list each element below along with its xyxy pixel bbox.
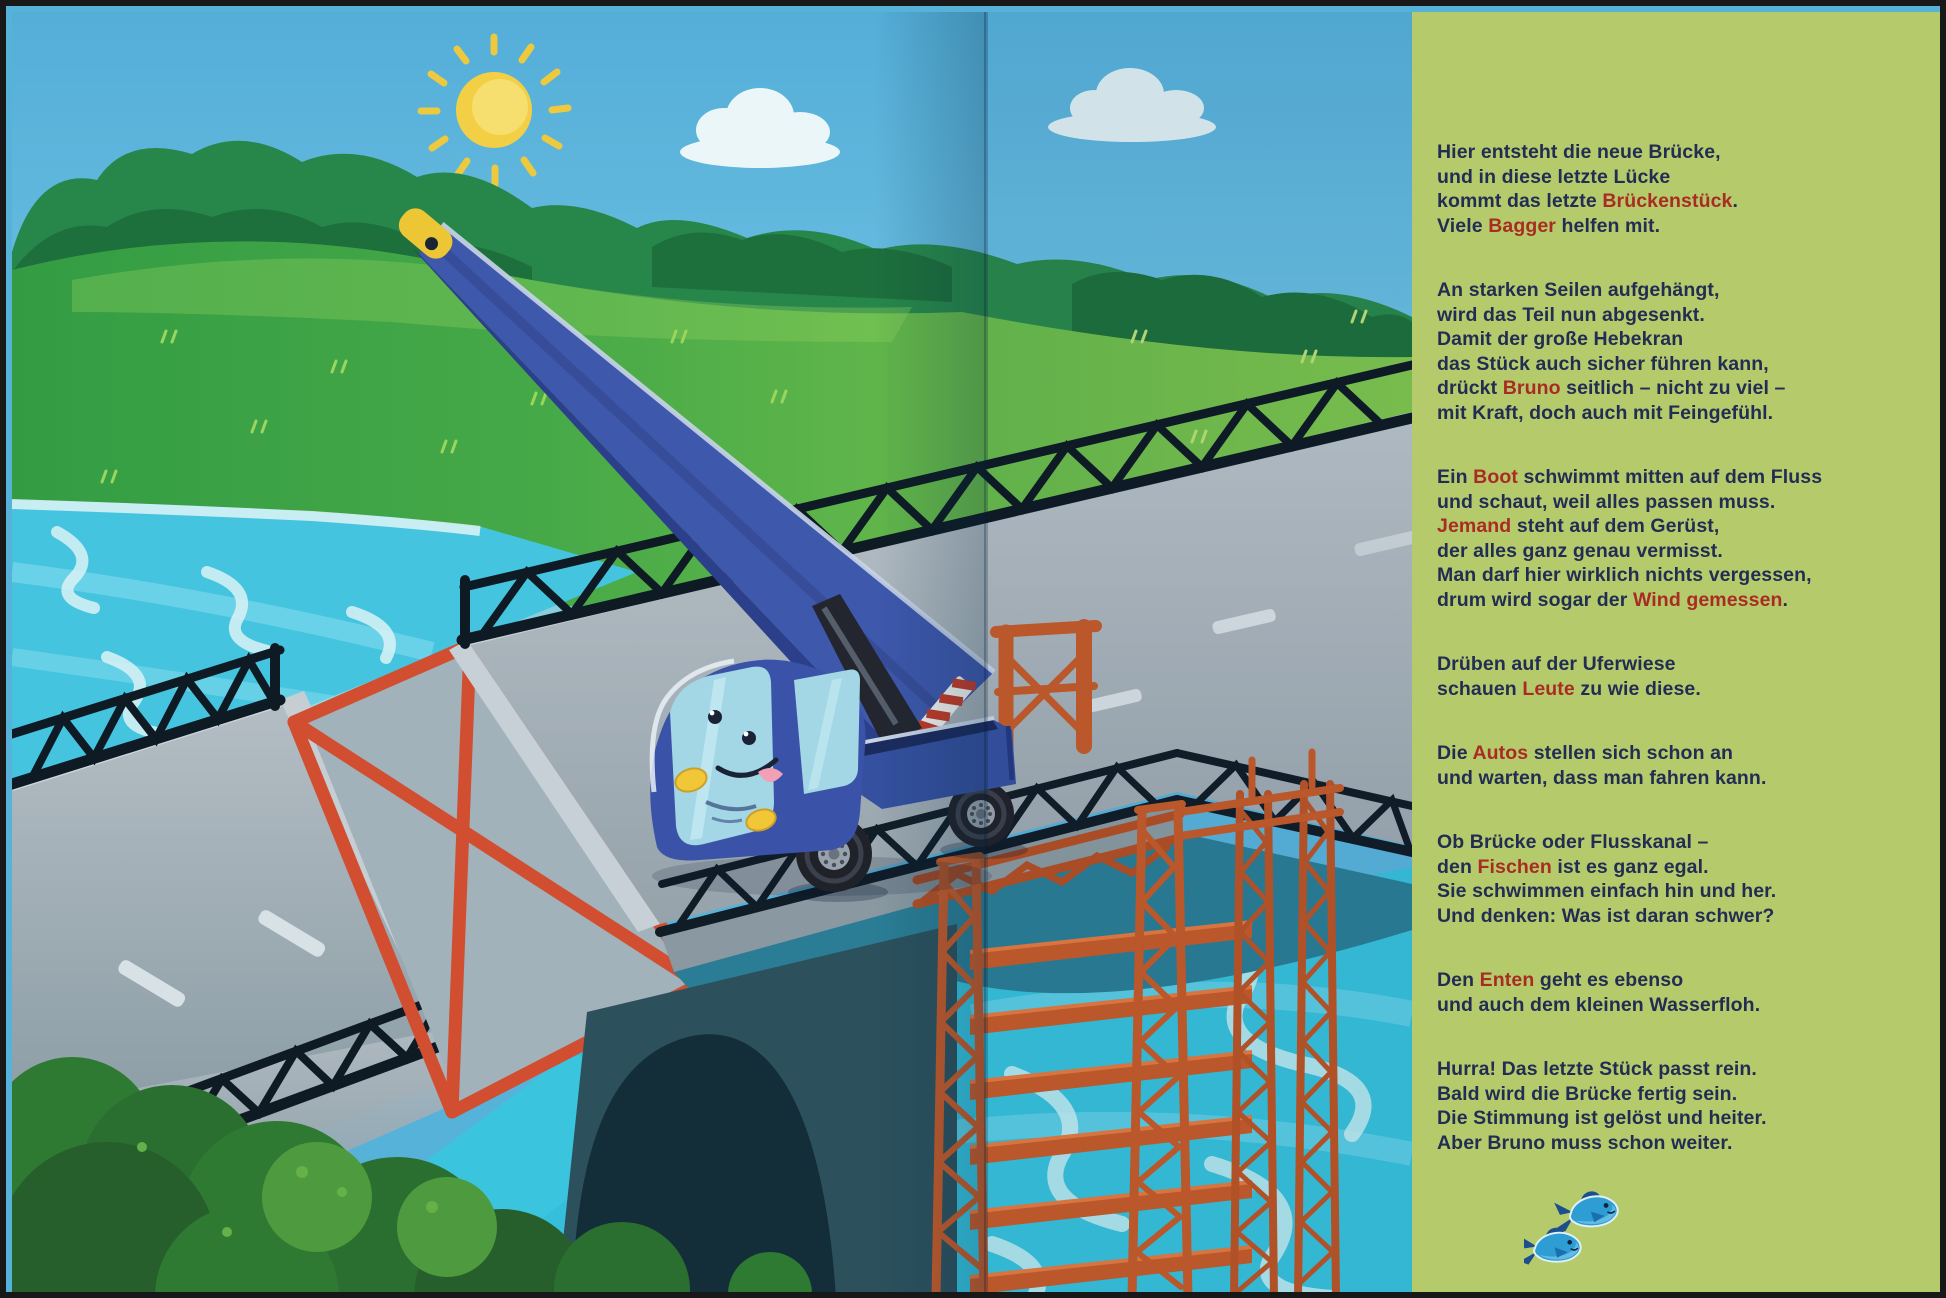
poem-line bbox=[1437, 539, 1929, 564]
poem-highlight-word: Jemand bbox=[1437, 515, 1512, 537]
poem-line bbox=[1437, 376, 1929, 401]
poem-highlight-word: Wind gemessen bbox=[1632, 588, 1783, 611]
poem-text: Hurra! Das letzte Stück passt rein. bbox=[1437, 1058, 1757, 1080]
poem-text: und schaut, weil alles passen muss. bbox=[1437, 490, 1776, 513]
poem-text: Viele bbox=[1437, 214, 1489, 237]
poem-text: Drüben auf der Uferwiese bbox=[1437, 653, 1676, 675]
poem-line bbox=[1437, 830, 1929, 855]
poem-text: Sie schwimmen einfach hin und her. bbox=[1437, 880, 1777, 902]
poem-text: . bbox=[1782, 588, 1789, 611]
poem-text: ist es ganz egal. bbox=[1551, 855, 1709, 878]
poem-line bbox=[1437, 214, 1929, 239]
poem-highlight-word: Enten bbox=[1479, 969, 1535, 991]
poem-stanza bbox=[1437, 465, 1929, 612]
poem-highlight-word: Leute bbox=[1522, 677, 1575, 700]
poem-text: drum wird sogar der bbox=[1437, 588, 1633, 611]
poem-line bbox=[1437, 904, 1929, 929]
poem-text: und warten, dass man fahren kann. bbox=[1437, 766, 1767, 789]
poem-highlight-word: Bagger bbox=[1488, 214, 1556, 237]
page-gutter-shadow bbox=[874, 12, 986, 1298]
poem-text: schwimmt mitten auf dem Fluss bbox=[1517, 466, 1823, 488]
poem-highlight-word: Bruno bbox=[1502, 377, 1561, 399]
illustration bbox=[12, 12, 1412, 1298]
poem-text: schauen bbox=[1437, 677, 1523, 700]
poem-text: Man darf hier wirklich nichts vergessen, bbox=[1437, 564, 1812, 586]
poem-text: Die bbox=[1437, 742, 1473, 764]
poem-text: und in diese letzte Lücke bbox=[1437, 165, 1671, 188]
poem-line bbox=[1437, 741, 1929, 766]
poem-highlight-word: Fischen bbox=[1477, 855, 1552, 878]
poem-text: Ob Brücke oder Flusskanal – bbox=[1437, 831, 1709, 853]
poem-line bbox=[1437, 401, 1929, 426]
poem-text: Bald wird die Brücke fertig sein. bbox=[1437, 1082, 1738, 1105]
poem-line bbox=[1437, 677, 1929, 702]
fish-icons bbox=[1524, 1188, 1624, 1272]
poem-highlight-word: Boot bbox=[1473, 466, 1518, 488]
poem-line bbox=[1437, 1106, 1929, 1131]
poem-stanza bbox=[1437, 140, 1929, 238]
poem bbox=[1437, 140, 1929, 1195]
poem-line bbox=[1437, 563, 1929, 588]
poem-text: Aber Bruno muss schon weiter. bbox=[1437, 1131, 1733, 1154]
poem-text: seitlich – nicht zu viel – bbox=[1560, 377, 1786, 399]
poem-line bbox=[1437, 588, 1929, 613]
poem-line bbox=[1437, 855, 1929, 880]
poem-line bbox=[1437, 766, 1929, 791]
poem-line bbox=[1437, 303, 1929, 328]
poem-text: steht auf dem Gerüst, bbox=[1511, 515, 1720, 537]
poem-text: kommt das letzte bbox=[1437, 190, 1603, 212]
poem-line bbox=[1437, 140, 1929, 165]
poem-text: An starken Seilen aufgehängt, bbox=[1437, 279, 1720, 301]
poem-line bbox=[1437, 189, 1929, 214]
poem-text: den bbox=[1437, 855, 1478, 878]
poem-text: Ein bbox=[1437, 466, 1474, 488]
poem-stanza bbox=[1437, 652, 1929, 701]
poem-line bbox=[1437, 652, 1929, 677]
poem-text: der alles ganz genau vermisst. bbox=[1437, 539, 1723, 562]
poem-text: Die Stimmung ist gelöst und heiter. bbox=[1437, 1107, 1767, 1129]
poem-text: geht es ebenso bbox=[1534, 969, 1684, 991]
poem-text: Damit der große Hebekran bbox=[1437, 328, 1684, 350]
poem-line bbox=[1437, 278, 1929, 303]
poem-stanza bbox=[1437, 278, 1929, 425]
poem-text: wird das Teil nun abgesenkt. bbox=[1437, 303, 1705, 326]
poem-line bbox=[1437, 1057, 1929, 1082]
poem-line bbox=[1437, 352, 1929, 377]
poem-text: helfen mit. bbox=[1556, 214, 1661, 237]
poem-line bbox=[1437, 490, 1929, 515]
poem-text: stellen sich schon an bbox=[1528, 742, 1734, 764]
poem-text: Den bbox=[1437, 969, 1480, 991]
poem-stanza bbox=[1437, 1057, 1929, 1155]
poem-line bbox=[1437, 993, 1929, 1018]
poem-text: drückt bbox=[1437, 377, 1503, 399]
poem-line bbox=[1437, 514, 1929, 539]
text-panel bbox=[1412, 12, 1946, 1298]
poem-line bbox=[1437, 1082, 1929, 1107]
poem-text: das Stück auch sicher führen kann, bbox=[1437, 352, 1769, 375]
fish-icon bbox=[1524, 1226, 1582, 1265]
fish-icon bbox=[1551, 1188, 1619, 1233]
poem-text: mit Kraft, doch auch mit Feingefühl. bbox=[1437, 401, 1774, 424]
poem-line bbox=[1437, 165, 1929, 190]
poem-line bbox=[1437, 879, 1929, 904]
poem-text: und auch dem kleinen Wasserfloh. bbox=[1437, 993, 1761, 1016]
poem-line bbox=[1437, 1131, 1929, 1156]
poem-stanza bbox=[1437, 968, 1929, 1017]
poem-text: . bbox=[1732, 190, 1739, 212]
poem-text: Hier entsteht die neue Brücke, bbox=[1437, 141, 1721, 163]
poem-line bbox=[1437, 968, 1929, 993]
poem-text: Und denken: Was ist daran schwer? bbox=[1437, 904, 1775, 927]
poem-stanza bbox=[1437, 830, 1929, 928]
poem-line bbox=[1437, 465, 1929, 490]
poem-stanza bbox=[1437, 741, 1929, 790]
poem-highlight-word: Brückenstück bbox=[1602, 190, 1733, 212]
poem-highlight-word: Autos bbox=[1472, 742, 1529, 764]
poem-text: zu wie diese. bbox=[1574, 677, 1701, 700]
poem-line bbox=[1437, 327, 1929, 352]
